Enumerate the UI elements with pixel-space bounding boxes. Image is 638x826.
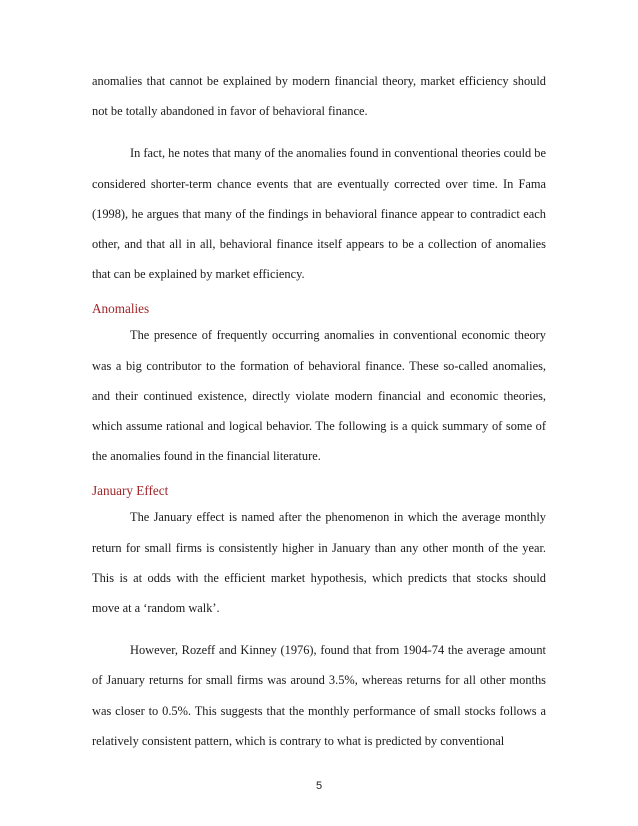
paragraph-continuation: anomalies that cannot be explained by modern financial theory, market efficiency should not be totally abandoned in favor of behavioral finance. — [92, 74, 546, 119]
paragraph-anomalies: The presence of frequently occurring anomalies in conventional economic theory was a big contributor to the formation of behavioral finance. These so-called anomalies, and their continued existence, directly violate modern financial and economic theories, which assume rational and logical behavior. The following is a quick summary of some of the anomalies found in the financial literature. — [92, 328, 546, 464]
paragraph-fama: In fact, he notes that many of the anomalies found in conventional theories could be considered shorter-term chance events that are eventually corrected over time. In Fama (1998), he argues that many of the findings in behavioral finance appear to contradict each other, and that all in all, behavioral finance itself appears to be a collection of anomalies that can be explained by market efficiency. — [92, 146, 546, 282]
section-heading-anomalies: Anomalies — [92, 301, 150, 317]
section-heading-january-effect: January Effect — [92, 483, 169, 499]
page-number: 5 — [315, 780, 323, 792]
paragraph-january-effect-1: The January effect is named after the phenomenon in which the average monthly return for small firms is consistently higher in January than any other month of the year. This is at odds with the efficient market hypothesis, which predicts that stocks should move at a ‘random walk’. — [92, 510, 546, 616]
document-body — [92, 66, 546, 756]
paragraph-january-effect-2: However, Rozeff and Kinney (1976), found that from 1904-74 the average amount of January returns for small firms was around 3.5%, whereas returns for all other months was closer to 0.5%. This suggests that the monthly performance of small stocks follows a relatively consistent pattern, which is contrary to what is predicted by conventional — [92, 643, 546, 748]
